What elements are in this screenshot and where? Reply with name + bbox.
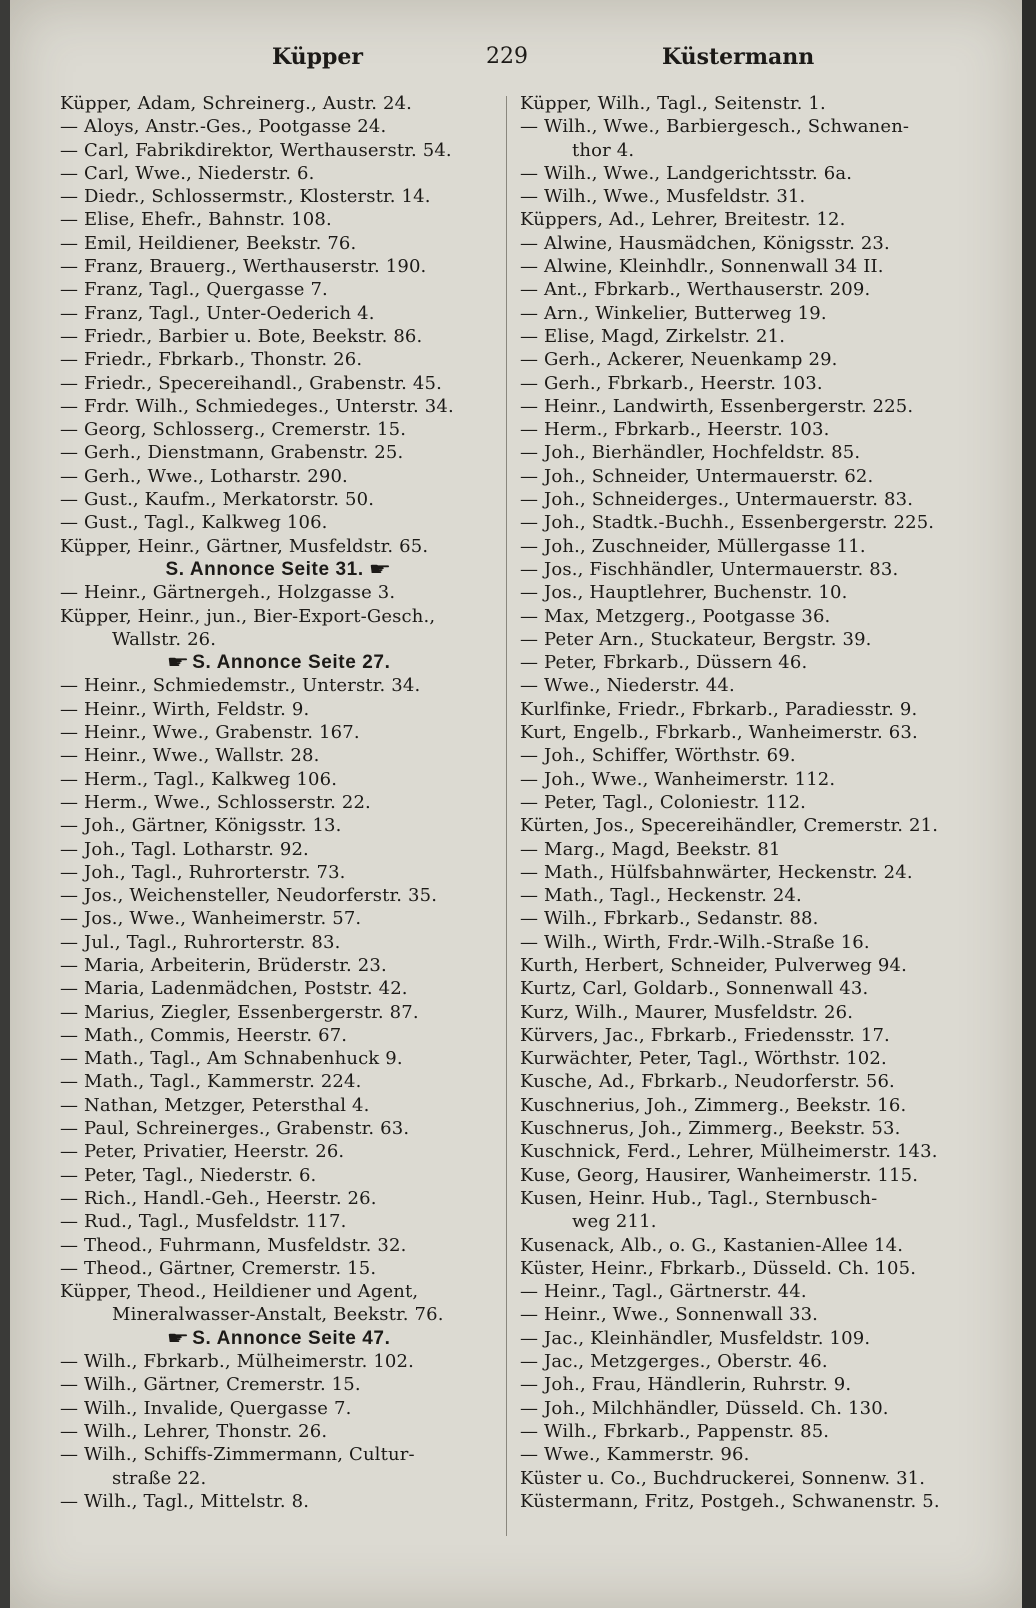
entry-text: — Franz, Brauerg., Werthauserstr. 190. (60, 256, 427, 278)
directory-entry (60, 1420, 500, 1443)
entry-text: — Theod., Gärtner, Cremerstr. 15. (60, 1257, 377, 1279)
entry-text: — Wilh., Fbrkarb., Sedanstr. 88. (520, 908, 819, 930)
directory-entry (60, 1070, 500, 1093)
entry-text: thor 4. (572, 139, 635, 161)
directory-entry (60, 278, 500, 301)
column-divider (506, 96, 507, 1536)
entry-text: Küpper, Heinr., jun., Bier-Export-Gesch., (60, 605, 436, 627)
directory-entry (520, 1164, 960, 1187)
entry-text: — Gerh., Fbrkarb., Heerstr. 103. (520, 372, 823, 394)
directory-entry (60, 1467, 500, 1490)
directory-entry (520, 418, 960, 441)
entry-text: — Carl, Wwe., Niederstr. 6. (60, 162, 315, 184)
entry-text: — Math., Tagl., Heckenstr. 24. (520, 885, 802, 907)
entry-text: — Math., Commis, Heerstr. 67. (60, 1024, 348, 1046)
directory-entry (520, 581, 960, 604)
entry-text: — Peter, Tagl., Niederstr. 6. (60, 1164, 317, 1186)
directory-entry (520, 255, 960, 278)
entry-text: — Joh., Milchhändler, Düsseld. Ch. 130. (520, 1397, 889, 1419)
entry-text: — Rich., Handl.-Geh., Heerstr. 26. (60, 1187, 377, 1209)
entry-text: — Marg., Magd, Beekstr. 81 (520, 838, 781, 860)
entry-text: — Peter, Privatier, Heerstr. 26. (60, 1141, 345, 1163)
directory-entry (60, 255, 500, 278)
directory-entry (520, 232, 960, 255)
directory-entry (520, 674, 960, 697)
entry-text: — Jos., Fischhändler, Untermauerstr. 83. (520, 558, 899, 580)
directory-entry (60, 302, 500, 325)
entry-text: — Max, Metzgerg., Pootgasse 36. (520, 605, 831, 627)
directory-page (10, 0, 1022, 1608)
directory-entry (60, 931, 500, 954)
entry-text: — Herm., Wwe., Schlosserstr. 22. (60, 791, 371, 813)
entry-text: — Gust., Kaufm., Merkatorstr. 50. (60, 489, 375, 511)
directory-entry (520, 1187, 960, 1210)
entry-text: Küpper, Heinr., Gärtner, Musfeldstr. 65. (60, 535, 429, 557)
entry-text: — Gust., Tagl., Kalkweg 106. (60, 512, 328, 534)
directory-entry (60, 1094, 500, 1117)
directory-entry (60, 1140, 500, 1163)
entry-text: — Joh., Tagl. Lotharstr. 92. (60, 838, 309, 860)
directory-entry (60, 884, 500, 907)
directory-entry (60, 1280, 500, 1303)
directory-entry (520, 1024, 960, 1047)
entry-text: — Jos., Wwe., Wanheimerstr. 57. (60, 908, 362, 930)
entry-text: Kusenack, Alb., o. G., Kastanien-Allee 14. (520, 1234, 904, 1256)
entry-text: — Wilh., Fbrkarb., Mülheimerstr. 102. (60, 1351, 415, 1373)
entry-text: — Heinr., Tagl., Gärtnerstr. 44. (520, 1281, 807, 1303)
directory-entry (520, 1070, 960, 1093)
directory-entry (60, 698, 500, 721)
entry-text: — Elise, Magd, Zirkelstr. 21. (520, 325, 786, 347)
entry-text: Kuschnerus, Joh., Zimmerg., Beekstr. 53. (520, 1118, 901, 1140)
directory-entry (520, 208, 960, 231)
directory-entry (60, 115, 500, 138)
directory-entry (520, 1140, 960, 1163)
directory-entry (60, 1234, 500, 1257)
directory-entry (520, 558, 960, 581)
entry-text: — Arn., Winkelier, Butterweg 19. (520, 302, 827, 324)
directory-entry (520, 1350, 960, 1373)
directory-entry (60, 674, 500, 697)
directory-entry (60, 372, 500, 395)
entry-text: Kuse, Georg, Hausirer, Wanheimerstr. 115. (520, 1164, 919, 1186)
directory-entry (60, 348, 500, 371)
directory-entry (520, 92, 960, 115)
entry-text: — Jul., Tagl., Ruhrorterstr. 83. (60, 931, 341, 953)
directory-entry (520, 954, 960, 977)
entry-text: — Friedr., Specereihandl., Grabenstr. 45. (60, 372, 442, 394)
directory-entry (60, 185, 500, 208)
entry-text: — Herm., Tagl., Kalkweg 106. (60, 768, 338, 790)
annonce-note (60, 558, 500, 581)
directory-entry (60, 744, 500, 767)
entry-text: Küpper, Wilh., Tagl., Seitenstr. 1. (520, 93, 826, 114)
directory-entry (520, 1420, 960, 1443)
directory-entry (520, 139, 960, 162)
directory-entry (60, 208, 500, 231)
entry-text: — Wilh., Lehrer, Thonstr. 26. (60, 1420, 328, 1442)
entry-text: — Georg, Schlosserg., Cremerstr. 15. (60, 419, 407, 441)
directory-entry (60, 1443, 500, 1466)
entry-text: — Herm., Fbrkarb., Heerstr. 103. (520, 419, 830, 441)
entry-text: — Jac., Metzgerges., Oberstr. 46. (520, 1351, 828, 1373)
entry-text: — Wilh., Wwe., Barbiergesch., Schwanen- (520, 116, 910, 138)
directory-entry (520, 372, 960, 395)
entry-text: — Joh., Schiffer, Wörthstr. 69. (520, 745, 796, 767)
entry-text: — Heinr., Wirth, Feldstr. 9. (60, 698, 310, 720)
directory-entry (520, 838, 960, 861)
entry-text: S. Annonce Seite 31. (165, 558, 364, 580)
entry-text: — Joh., Frau, Händlerin, Ruhrstr. 9. (520, 1374, 852, 1396)
directory-entry (60, 1303, 500, 1326)
entry-text: Kurwächter, Peter, Tagl., Wörthstr. 102. (520, 1048, 887, 1070)
entry-text: — Wilh., Wwe., Musfeldstr. 31. (520, 186, 806, 208)
entry-text: — Diedr., Schlossermstr., Klosterstr. 14. (60, 186, 431, 208)
entry-text: Kurlfinke, Friedr., Fbrkarb., Paradiesstr. 9. (520, 698, 918, 720)
directory-entry (60, 465, 500, 488)
directory-entry (60, 605, 500, 628)
directory-entry (60, 1117, 500, 1140)
directory-entry (60, 977, 500, 1000)
annonce-note (60, 651, 500, 674)
annonce-note (60, 1327, 500, 1350)
entry-text: — Carl, Fabrikdirektor, Werthauserstr. 54. (60, 139, 452, 161)
entry-text: — Heinr., Wwe., Wallstr. 28. (60, 745, 320, 767)
entry-text: — Nathan, Metzger, Petersthal 4. (60, 1094, 370, 1116)
entry-text: — Frdr. Wilh., Schmiedeges., Unterstr. 34. (60, 395, 454, 417)
directory-entry (60, 1257, 500, 1280)
directory-entry (60, 325, 500, 348)
pointing-hand-icon: ☛ (368, 558, 392, 580)
directory-entry (60, 1210, 500, 1233)
directory-entry (520, 744, 960, 767)
entry-text: Wallstr. 26. (112, 628, 217, 650)
pointing-hand-icon: ☛ (166, 1327, 190, 1349)
directory-entry (60, 1350, 500, 1373)
entry-text: — Joh., Gärtner, Königsstr. 13. (60, 815, 342, 837)
page-header (10, 40, 1022, 76)
directory-entry (520, 1094, 960, 1117)
directory-entry (520, 628, 960, 651)
entry-text: — Franz, Tagl., Unter-Oederich 4. (60, 302, 375, 324)
entry-text: — Jos., Hauptlehrer, Buchenstr. 10. (520, 582, 848, 604)
directory-entry (520, 511, 960, 534)
directory-entry (60, 1187, 500, 1210)
right-column (520, 92, 960, 1513)
directory-entry (520, 1280, 960, 1303)
entry-text: — Wilh., Gärtner, Cremerstr. 15. (60, 1374, 361, 1396)
entry-text: — Rud., Tagl., Musfeldstr. 117. (60, 1211, 347, 1233)
directory-entry (520, 791, 960, 814)
entry-text: Kurt, Engelb., Fbrkarb., Wanheimerstr. 63. (520, 722, 918, 744)
entry-text: — Friedr., Fbrkarb., Thonstr. 26. (60, 349, 363, 371)
entry-text: — Wilh., Wwe., Landgerichtsstr. 6a. (520, 162, 853, 184)
entry-text: Küppers, Ad., Lehrer, Breitestr. 12. (520, 209, 846, 231)
entry-text: — Peter Arn., Stuckateur, Bergstr. 39. (520, 628, 872, 650)
entry-text: — Joh., Schneiderges., Untermauerstr. 83. (520, 489, 914, 511)
directory-entry (60, 139, 500, 162)
directory-entry (520, 698, 960, 721)
entry-text: Mineralwasser-Anstalt, Beekstr. 76. (112, 1304, 444, 1326)
directory-entry (520, 278, 960, 301)
directory-entry (520, 465, 960, 488)
entry-text: — Heinr., Wwe., Grabenstr. 167. (60, 722, 360, 744)
entry-text: Kuschnick, Ferd., Lehrer, Mülheimerstr. 143. (520, 1141, 938, 1163)
entry-text: — Wwe., Niederstr. 44. (520, 675, 735, 697)
directory-entry (60, 814, 500, 837)
entry-text: — Joh., Tagl., Ruhrorterstr. 73. (60, 861, 346, 883)
entry-text: Kürten, Jos., Specereihändler, Cremerstr. 21. (520, 815, 939, 837)
entry-text: Kurth, Herbert, Schneider, Pulverweg 94. (520, 954, 907, 976)
directory-entry (520, 931, 960, 954)
entry-text: — Jos., Weichensteller, Neudorferstr. 35. (60, 885, 438, 907)
directory-entry (60, 954, 500, 977)
directory-entry (520, 441, 960, 464)
left-column (60, 92, 500, 1513)
directory-entry (60, 581, 500, 604)
directory-entry (60, 232, 500, 255)
directory-entry (520, 884, 960, 907)
entry-text: — Heinr., Landwirth, Essenbergerstr. 225. (520, 395, 914, 417)
entry-text: Kürvers, Jac., Fbrkarb., Friedensstr. 17. (520, 1024, 890, 1046)
entry-text: Kusen, Heinr. Hub., Tagl., Sternbusch- (520, 1187, 878, 1209)
directory-entry (520, 302, 960, 325)
directory-entry (520, 1257, 960, 1280)
directory-entry (60, 92, 500, 115)
directory-entry (520, 1047, 960, 1070)
directory-entry (520, 395, 960, 418)
entry-text: — Math., Tagl., Kammerstr. 224. (60, 1071, 362, 1093)
directory-entry (520, 1210, 960, 1233)
entry-text: — Theod., Fuhrmann, Musfeldstr. 32. (60, 1234, 407, 1256)
entry-text: — Joh., Stadtk.-Buchh., Essenbergerstr. 225. (520, 512, 935, 534)
directory-entry (60, 395, 500, 418)
directory-entry (520, 768, 960, 791)
directory-entry (520, 1443, 960, 1466)
entry-text: — Marius, Ziegler, Essenbergerstr. 87. (60, 1001, 419, 1023)
directory-entry (520, 488, 960, 511)
directory-entry (60, 162, 500, 185)
entry-text: Kurz, Wilh., Maurer, Musfeldstr. 26. (520, 1001, 854, 1023)
directory-entry (520, 861, 960, 884)
directory-entry (520, 721, 960, 744)
directory-entry (60, 1047, 500, 1070)
directory-entry (520, 1397, 960, 1420)
directory-entry (60, 418, 500, 441)
directory-entry (520, 907, 960, 930)
page-number: 229 (486, 44, 528, 69)
entry-text: weg 211. (572, 1211, 657, 1233)
directory-entry (520, 977, 960, 1000)
entry-text: — Math., Tagl., Am Schnabenhuck 9. (60, 1048, 403, 1070)
directory-entry (520, 115, 960, 138)
entry-text: — Emil, Heildiener, Beekstr. 76. (60, 232, 357, 254)
entry-text: Kurtz, Carl, Goldarb., Sonnenwall 43. (520, 978, 869, 1000)
directory-entry (60, 441, 500, 464)
directory-entry (60, 1397, 500, 1420)
directory-entry (60, 791, 500, 814)
header-left-word: Küpper (272, 44, 363, 70)
entry-text: — Heinr., Schmiedemstr., Unterstr. 34. (60, 675, 421, 697)
entry-text: — Heinr., Gärtnergeh., Holzgasse 3. (60, 582, 396, 604)
directory-entry (520, 325, 960, 348)
entry-text: — Wilh., Invalide, Quergasse 7. (60, 1397, 352, 1419)
directory-entry (60, 511, 500, 534)
entry-text: — Math., Hülfsbahnwärter, Heckenstr. 24. (520, 861, 913, 883)
directory-entry (520, 185, 960, 208)
entry-text: — Joh., Schneider, Untermauerstr. 62. (520, 465, 874, 487)
entry-text: — Maria, Arbeiterin, Brüderstr. 23. (60, 954, 387, 976)
directory-entry (60, 861, 500, 884)
entry-text: — Franz, Tagl., Quergasse 7. (60, 279, 328, 301)
entry-text: Kusche, Ad., Fbrkarb., Neudorferstr. 56. (520, 1071, 895, 1093)
pointing-hand-icon: ☛ (166, 652, 190, 674)
directory-entry (60, 535, 500, 558)
entry-text: — Wilh., Tagl., Mittelstr. 8. (60, 1490, 310, 1512)
directory-entry (60, 1490, 500, 1513)
entry-text: Kuschnerius, Joh., Zimmerg., Beekstr. 16. (520, 1094, 907, 1116)
directory-entry (520, 1373, 960, 1396)
entry-text: — Peter, Fbrkarb., Düssern 46. (520, 652, 808, 674)
directory-entry (60, 907, 500, 930)
directory-entry (60, 838, 500, 861)
directory-entry (60, 1024, 500, 1047)
directory-entry (60, 1164, 500, 1187)
entry-text: Küstermann, Fritz, Postgeh., Schwanenstr. 5. (520, 1490, 940, 1512)
entry-text: — Wilh., Schiffs-Zimmermann, Cultur- (60, 1444, 415, 1466)
entry-text: S. Annonce Seite 27. (192, 652, 391, 674)
directory-entry (60, 1001, 500, 1024)
directory-entry (520, 535, 960, 558)
directory-entry (520, 1467, 960, 1490)
header-right-word: Küstermann (662, 44, 815, 70)
entry-text: — Alwine, Kleinhdlr., Sonnenwall 34 II. (520, 256, 884, 278)
entry-text: — Aloys, Anstr.-Ges., Pootgasse 24. (60, 116, 387, 138)
entry-text: — Gerh., Dienstmann, Grabenstr. 25. (60, 442, 404, 464)
entry-text: — Jac., Kleinhändler, Musfeldstr. 109. (520, 1327, 871, 1349)
entry-text: — Gerh., Wwe., Lotharstr. 290. (60, 465, 348, 487)
directory-entry (520, 162, 960, 185)
entry-text: — Joh., Bierhändler, Hochfeldstr. 85. (520, 442, 861, 464)
directory-entry (520, 1001, 960, 1024)
entry-text: straße 22. (112, 1467, 207, 1489)
directory-entry (60, 488, 500, 511)
entry-text: Küster, Heinr., Fbrkarb., Düsseld. Ch. 105. (520, 1257, 917, 1279)
entry-text: — Joh., Zuschneider, Müllergasse 11. (520, 535, 866, 557)
entry-text: Küster u. Co., Buchdruckerei, Sonnenw. 31. (520, 1467, 926, 1489)
entry-text: — Wilh., Wirth, Frdr.-Wilh.-Straße 16. (520, 931, 870, 953)
directory-entry (520, 1490, 960, 1513)
directory-entry (60, 628, 500, 651)
entry-text: Küpper, Theod., Heildiener und Agent, (60, 1281, 419, 1303)
entry-text: — Wilh., Fbrkarb., Pappenstr. 85. (520, 1420, 830, 1442)
entry-text: — Ant., Fbrkarb., Werthauserstr. 209. (520, 279, 871, 301)
entry-text: — Elise, Ehefr., Bahnstr. 108. (60, 209, 332, 231)
entry-text: Küpper, Adam, Schreinerg., Austr. 24. (60, 93, 413, 114)
directory-entry (520, 651, 960, 674)
entry-text: — Gerh., Ackerer, Neuenkamp 29. (520, 349, 838, 371)
entry-text: — Friedr., Barbier u. Bote, Beekstr. 86. (60, 325, 423, 347)
directory-entry (520, 814, 960, 837)
directory-entry (520, 1327, 960, 1350)
scan-edge (1022, 0, 1036, 1608)
directory-entry (520, 1117, 960, 1140)
entry-text: S. Annonce Seite 47. (192, 1327, 391, 1349)
directory-entry (60, 1373, 500, 1396)
directory-entry (520, 605, 960, 628)
directory-entry (60, 768, 500, 791)
entry-text: — Wwe., Kammerstr. 96. (520, 1444, 750, 1466)
directory-entry (60, 721, 500, 744)
entry-text: — Maria, Ladenmädchen, Poststr. 42. (60, 978, 408, 1000)
entry-text: — Peter, Tagl., Coloniestr. 112. (520, 791, 807, 813)
directory-entry (520, 1303, 960, 1326)
directory-entry (520, 348, 960, 371)
directory-entry (520, 1234, 960, 1257)
entry-text: — Paul, Schreinerges., Grabenstr. 63. (60, 1118, 410, 1140)
entry-text: — Alwine, Hausmädchen, Königsstr. 23. (520, 232, 890, 254)
entry-text: — Joh., Wwe., Wanheimerstr. 112. (520, 768, 836, 790)
entry-text: — Heinr., Wwe., Sonnenwall 33. (520, 1304, 819, 1326)
